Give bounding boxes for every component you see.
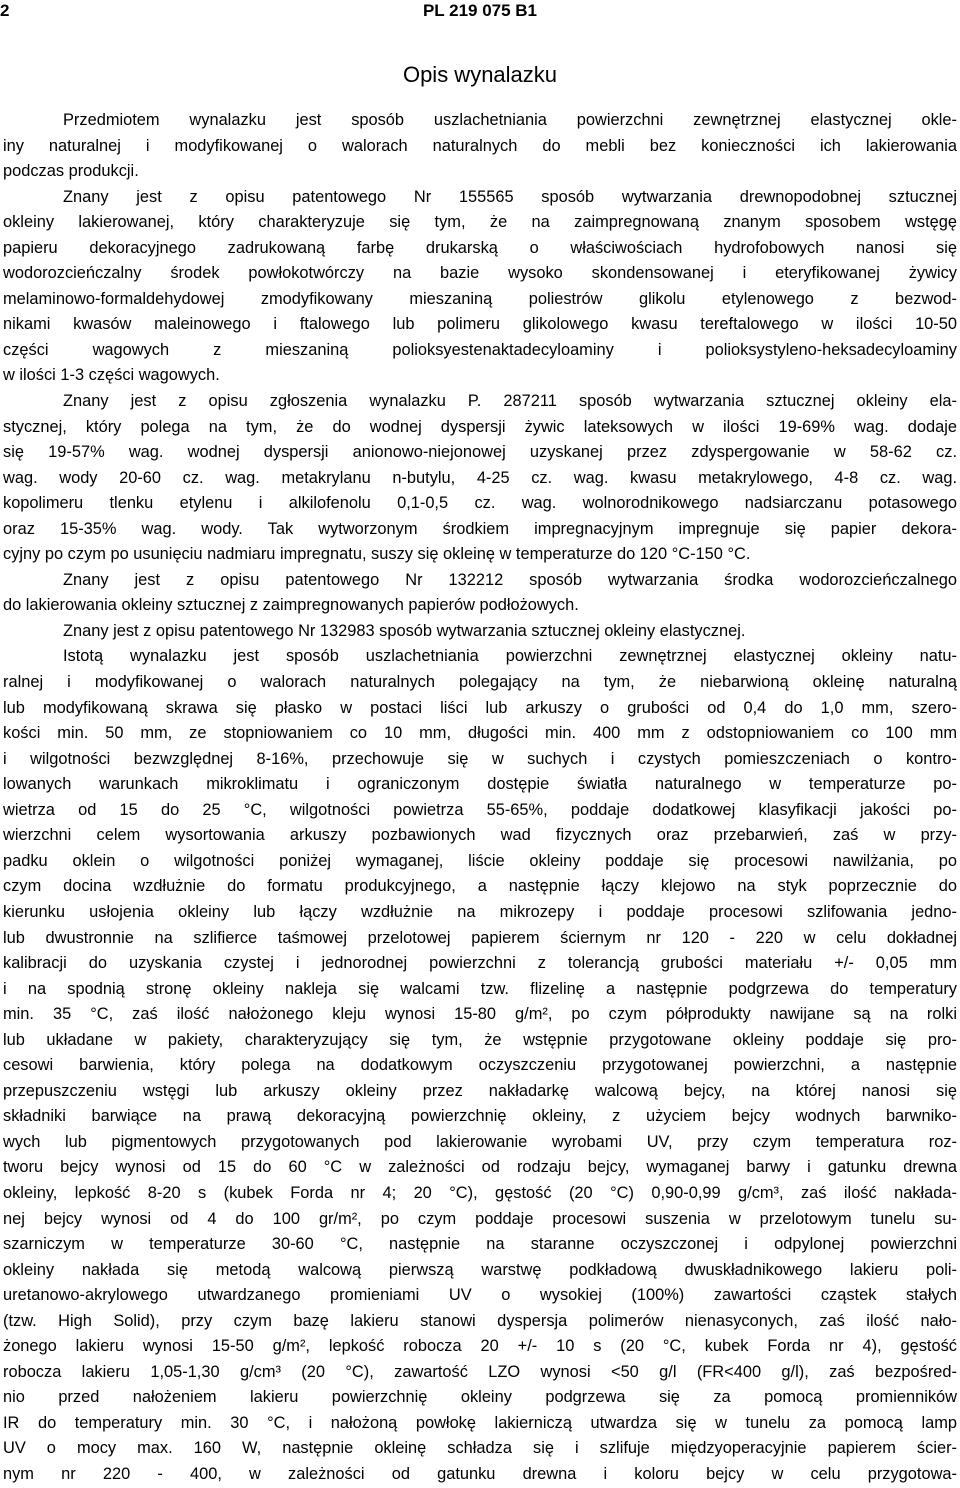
text-line: przepuszczeniu wstęgi lub arkuszy okleiny przez nakładarkę walcową bejcy, na której nanosi się bbox=[3, 1081, 957, 1100]
text-line: żonego lakieru wynosi 15-50 g/m², lepkość robocza 20 +/- 10 s (20 °C, kubek Forda nr 4), gęstość bbox=[3, 1337, 957, 1356]
text-line: okleiny, lepkość 8-20 s (kubek Forda nr 4; 20 °C), gęstość (20 °C) 0,90-0,99 g/cm³, zaś ilość nakłada- bbox=[3, 1183, 957, 1202]
text-line: szarniczym w temperaturze 30-60 °C, następnie na staranne oczyszczonej i odpylonej powierzchni bbox=[3, 1235, 957, 1254]
text-line: Przedmiotem wynalazku jest sposób uszlachetniania powierzchni zewnętrznej elastycznej okle- bbox=[63, 111, 957, 129]
text-line: kości min. 50 mm, ze stopniowaniem co 10 mm, długości min. 400 mm z odstopniowaniem co 100 mm bbox=[3, 724, 957, 743]
text-line: papieru dekoracyjnego zadrukowaną farbę drukarską o właściwościach hydrofobowych nanosi się bbox=[3, 238, 957, 257]
text-line: wietrza od 15 do 25 °C, wilgotności powietrza 55-65%, poddaje dodatkowej klasyfikacji jakości po- bbox=[3, 800, 957, 819]
document-title: Opis wynalazku bbox=[402, 62, 558, 87]
patent-number: PL 219 075 B1 bbox=[422, 1, 538, 20]
text-line: i wilgotności bezwzględnej 8-16%, przechowuje się w suchych i czystych pomieszczeniach o kontro- bbox=[3, 749, 957, 768]
text-line: nym nr 220 - 400, w zależności od gatunku drewna i koloru bejcy w celu przygotowa- bbox=[3, 1464, 957, 1483]
text-line: w ilości 1-3 części wagowych. bbox=[3, 366, 220, 385]
page-header bbox=[0, 0, 960, 28]
text-line: okleiny nakłada się metodą walcową pierwszą warstwę podkładową dwuskładnikowego lakieru poli- bbox=[3, 1260, 957, 1279]
text-line: cyjny po czym po usunięciu nadmiaru impregnatu, suszy się okleinę w temperaturze do 120 °C-150 °C. bbox=[3, 545, 751, 564]
text-line: robocza lakieru 1,05-1,30 g/cm³ (20 °C), zawartość LZO wynosi <50 g/l (FR<400 g/l), zaś bezpośred- bbox=[3, 1362, 957, 1381]
text-line: cesowi barwienia, który polega na dodatkowym oczyszczeniu przygotowanej powierzchni, a następnie bbox=[3, 1056, 957, 1075]
document-body bbox=[3, 108, 957, 1488]
text-line: ralnej i modyfikowanej o walorach naturalnych polegający na tym, że niebarwioną okleinę naturalną bbox=[3, 673, 957, 692]
text-line: Istotą wynalazku jest sposób uszlachetniania powierzchni zewnętrznej elastycznej okleiny natu- bbox=[63, 647, 957, 666]
text-line: lub modyfikowaną skrawa się płasko w postaci liści lub arkuszy o grubości od 0,4 do 1,0 mm, szero- bbox=[3, 698, 957, 717]
text-line: do lakierowania okleiny sztucznej z zaimpregnowanych papierów podłożowych. bbox=[3, 596, 579, 615]
text-line: kalibracji do uzyskania czystej i jednorodnej powierzchni z tolerancją grubości materiału +/- 0,05 mm bbox=[3, 954, 957, 973]
text-line: się 19-57% wag. wodnej dyspersji anionowo-niejonowej uzyskanej przez zdyspergowanie w 58-62 cz. bbox=[3, 443, 957, 462]
text-line: UV o mocy max. 160 W, następnie okleinę schładza się i szlifuje międzyoperacyjnie papierem ścier- bbox=[3, 1439, 957, 1458]
text-line: okleiny lakierowanej, który charakteryzuje się tym, że na zaimpregnowaną znanym sposobem wstęgę bbox=[3, 213, 957, 232]
text-line: wych lub pigmentowych przygotowanych pod lakierowanie wyrobami UV, przy czym temperatura roz- bbox=[3, 1132, 957, 1151]
text-line: oraz 15-35% wag. wody. Tak wytworzonym środkiem impregnacyjnym impregnuje się papier dekora- bbox=[3, 519, 957, 538]
text-line: lowanych warunkach mikroklimatu i ograniczonym dostępie światła naturalnego w temperaturze po- bbox=[3, 775, 957, 794]
text-line: (tzw. High Solid), przy czym bazę lakieru stanowi dyspersja polimerów nienasyconych, zaś ilość nało- bbox=[3, 1311, 957, 1330]
text-line: wag. wody 20-60 cz. wag. metakrylanu n-butylu, 4-25 cz. wag. kwasu metakrylowego, 4-8 cz. wag. bbox=[3, 468, 957, 487]
text-line: Znany jest z opisu patentowego Nr 155565 sposób wytwarzania drewnopodobnej sztucznej bbox=[63, 187, 957, 206]
text-line: melaminowo-formaldehydowej zmodyfikowany mieszaniną poliestrów glikolu etylenowego z bezwod- bbox=[3, 289, 957, 308]
text-line: nio przed nałożeniem lakieru powierzchnię okleiny podgrzewa się za pomocą promienników bbox=[3, 1388, 957, 1407]
text-line: stycznej, który polega na tym, że do wodnej dyspersji żywic lateksowych w ilości 19-69% wag. dodaje bbox=[3, 417, 957, 436]
text-line: i na spodnią stronę okleiny nakleja się walcami tzw. flizelinę a następnie podgrzewa do temperatury bbox=[3, 979, 957, 998]
text-line: iny naturalnej i modyfikowanej o walorach naturalnych do mebli bez konieczności ich lakierowania bbox=[3, 136, 957, 155]
text-line: IR do temperatury min. 30 °C, i nałożoną powłokę lakierniczą utwardza się w tunelu za pomocą lamp bbox=[3, 1413, 957, 1432]
text-line: Znany jest z opisu patentowego Nr 132983 sposób wytwarzania sztucznej okleiny elastycznej. bbox=[63, 621, 746, 640]
text-line: uretanowo-akrylowego utwardzanego promieniami UV o wysokiej (100%) zawartości cząstek stałych bbox=[3, 1286, 957, 1305]
text-line: lub dwustronnie na szlifierce taśmowej przelotowej papierem ściernym nr 120 - 220 w celu dokładnej bbox=[3, 928, 957, 947]
text-line: podczas produkcji. bbox=[3, 162, 139, 181]
text-line: czym docina wzdłużnie do formatu produkcyjnego, a następnie łączy klejowo na styk poprzecznie do bbox=[3, 877, 957, 896]
text-line: nikami kwasów maleinowego i ftalowego lub polimeru glikolowego kwasu tereftalowego w ilości 10-50 bbox=[3, 315, 957, 334]
text-line: nej bejcy wynosi od 4 do 100 gr/m², po czym poddaje procesowi suszenia w przelotowym tunelu su- bbox=[3, 1209, 957, 1228]
text-line: kierunku usłojenia okleiny lub łączy wzdłużnie na mikrozepy i poddaje procesowi szlifowania jedno- bbox=[3, 902, 957, 921]
text-line: części wagowych z mieszaniną polioksyestenaktadecyloaminy i polioksystyleno-heksadecyloaminy bbox=[3, 340, 957, 359]
text-line: lub układane w pakiety, charakteryzujący się tym, że wstępnie przygotowane okleiny poddaje się pro- bbox=[3, 1030, 957, 1049]
text-line: składniki barwiące na prawą dekoracyjną powierzchnię okleiny, z użyciem bejcy wodnych barwniko- bbox=[3, 1107, 957, 1126]
text-line: wierzchni celem wysortowania arkuszy pozbawionych wad fizycznych oraz przebarwień, zaś w przy- bbox=[3, 826, 957, 845]
text-line: tworu bejcy wynosi od 15 do 60 °C w zależności od rodzaju bejcy, wymaganej barwy i gatunku drewna bbox=[3, 1158, 957, 1177]
text-line: kopolimeru tlenku etylenu i alkilofenolu 0,1-0,5 cz. wag. wolnorodnikowego nadsiarczanu potasowego bbox=[3, 494, 957, 513]
page-number: 2 bbox=[0, 1, 10, 20]
text-line: Znany jest z opisu patentowego Nr 132212 sposób wytwarzania środka wodorozcieńczalnego bbox=[63, 570, 957, 589]
text-line: Znany jest z opisu zgłoszenia wynalazku P. 287211 sposób wytwarzania sztucznej okleiny ela- bbox=[63, 392, 957, 411]
text-line: wodorozcieńczalny środek powłokotwórczy na bazie wysoko skondensowanej i eteryfikowanej żywicy bbox=[3, 264, 957, 283]
text-line: min. 35 °C, zaś ilość nałożonego kleju wynosi 15-80 g/m², po czym półprodukty nawijane są na rolki bbox=[3, 1005, 957, 1024]
text-line: padku oklein o wilgotności poniżej wymaganej, liście okleiny poddaje się procesowi nawilżania, po bbox=[3, 851, 957, 870]
